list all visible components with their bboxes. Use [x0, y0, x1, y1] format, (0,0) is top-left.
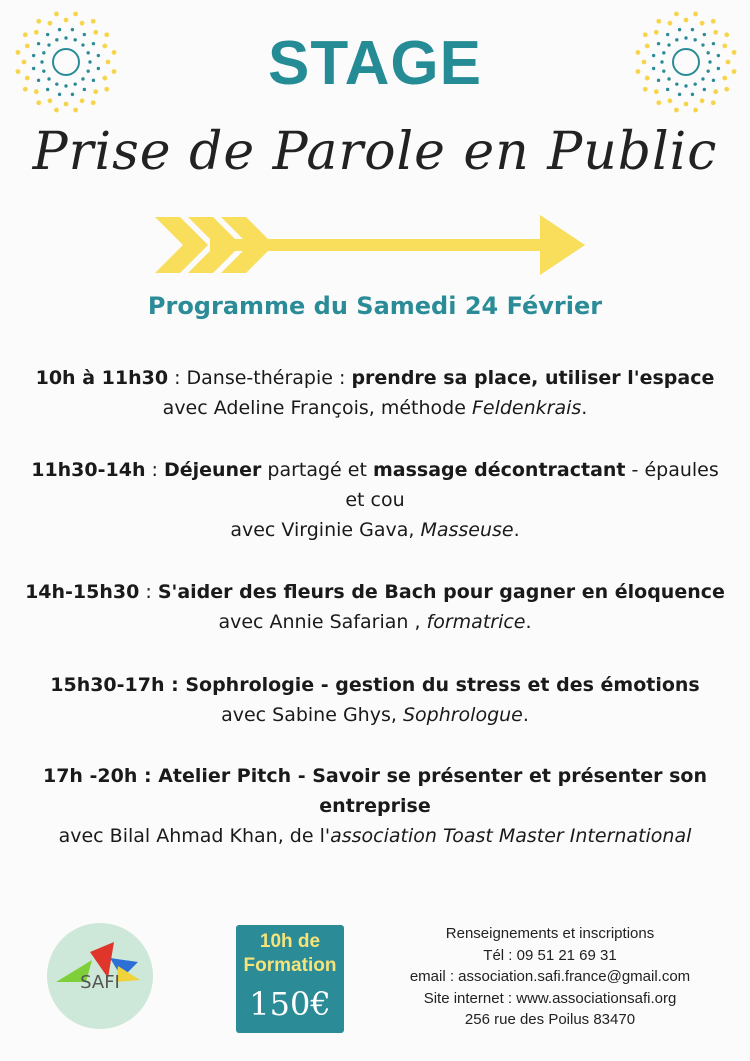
- logo-text: SAFI: [80, 972, 120, 993]
- period: .: [522, 704, 529, 726]
- session-topic: Danse-thérapie :: [186, 367, 352, 389]
- session-speaker: avec Annie Safarian ,: [218, 611, 427, 633]
- page-title: Prise de Parole en Public: [32, 122, 718, 182]
- session-speaker: avec Bilal Ahmad Khan, de l': [58, 825, 331, 847]
- session-time: 11h30-14h: [31, 459, 146, 481]
- session-topic: - épaules: [625, 459, 719, 481]
- separator: :: [139, 581, 158, 603]
- contact-email: email : association.safi.france@gmail.com: [409, 968, 691, 985]
- session-speaker: avec Sabine Ghys,: [221, 704, 403, 726]
- session-1: [10, 363, 740, 423]
- arrow-right-icon: [150, 210, 590, 280]
- session-highlight: massage décontractant: [372, 459, 626, 481]
- session-time: 15h30-17h : Sophrologie - gestion du stress et des émotions: [50, 674, 700, 696]
- session-3: [10, 577, 740, 637]
- contact-address: 256 rue des Poilus 83470: [464, 1011, 636, 1028]
- separator: :: [145, 459, 164, 481]
- session-topic: et cou: [345, 489, 405, 511]
- session-5: [10, 761, 740, 851]
- session-highlight: S'aider des fleurs de Bach pour gagner en éloquence: [157, 581, 725, 603]
- session-topic: partagé et: [261, 459, 373, 481]
- period: .: [513, 519, 520, 541]
- session-4: [10, 670, 740, 730]
- period: .: [525, 611, 532, 633]
- badge-hours: 10h de: [259, 931, 321, 952]
- session-speaker: avec Virginie Gava,: [230, 519, 421, 541]
- session-speaker: avec Adeline François, méthode: [162, 397, 472, 419]
- training-badge: [236, 925, 344, 1033]
- session-time: 17h -20h : Atelier Pitch - Savoir se présenter et présenter son: [42, 765, 708, 787]
- separator: :: [168, 367, 187, 389]
- session-role: Sophrologue: [402, 704, 523, 726]
- session-role: Masseuse: [420, 519, 514, 541]
- stage-title: STAGE: [268, 29, 482, 98]
- session-time: 10h à 11h30: [35, 367, 169, 389]
- session-role: association Toast Master International: [330, 825, 692, 847]
- session-role: formatrice: [426, 611, 526, 633]
- badge-price: 150€: [249, 985, 331, 1023]
- session-role: Feldenkrais: [471, 397, 582, 419]
- safi-logo: [46, 922, 154, 1030]
- session-time: entreprise: [319, 795, 431, 817]
- contact-heading: Renseignements et inscriptions: [445, 925, 655, 942]
- session-time: 14h-15h30: [25, 581, 140, 603]
- contact-phone: Tél : 09 51 21 69 31: [483, 946, 617, 964]
- program-subtitle: Programme du Samedi 24 Février: [147, 292, 603, 320]
- contact-block: [380, 923, 720, 1031]
- contact-site: Site internet : www.associationsafi.org: [423, 989, 677, 1007]
- session-highlight: Déjeuner: [163, 459, 262, 481]
- session-highlight: prendre sa place, utiliser l'espace: [351, 367, 715, 389]
- badge-label: Formation: [243, 955, 337, 976]
- session-2: [10, 455, 740, 545]
- period: .: [581, 397, 588, 419]
